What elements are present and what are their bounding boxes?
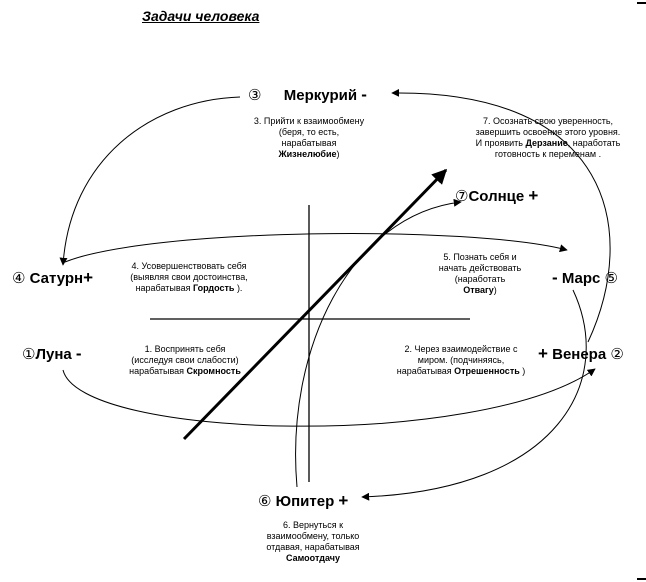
note-line: готовность к переменам . (494, 149, 602, 159)
note-line: 4. Усовершенствовать себя (131, 261, 247, 271)
note-line (110, 366, 260, 377)
planet-sign: + (338, 491, 349, 510)
note-text: , наработать (567, 138, 621, 148)
note-text: ). (234, 283, 243, 293)
note-line (240, 149, 378, 160)
planet-name: Юпитер (275, 493, 335, 510)
virtue: Отвагу (463, 285, 494, 295)
virtue: Отрешенность (454, 366, 520, 376)
planet-mercury (248, 86, 367, 105)
arc-mars-to-jupiter (362, 290, 586, 497)
note-step-1 (110, 344, 260, 377)
virtue: Дерзание (525, 138, 568, 148)
virtue: Самоотдачу (286, 553, 340, 563)
note-line: (наработать (454, 274, 506, 284)
note-line: взаимообмену, только (266, 531, 360, 541)
planet-saturn (12, 269, 93, 288)
note-text: нарабатывая (135, 283, 193, 293)
note-line (460, 138, 636, 149)
arc-mercury-to-saturn (63, 97, 240, 265)
step-number: ④ (12, 270, 26, 287)
step-number: ⑥ (258, 493, 272, 510)
planet-jupiter (258, 492, 348, 511)
planet-sign: - (361, 85, 367, 104)
planet-name: Сатурн (29, 270, 84, 287)
virtue: Жизнелюбие (278, 149, 337, 159)
note-line: 6. Вернуться к (282, 520, 344, 530)
note-line: миром. (подчиняясь, (417, 355, 505, 365)
planet-mars (552, 269, 618, 288)
note-tail: ) (493, 285, 497, 295)
page-title: Задачи человека (142, 8, 260, 24)
note-line: нарабатывая (281, 138, 337, 148)
note-line (386, 366, 536, 377)
planet-name: Марс (561, 270, 601, 287)
virtue: Скромность (186, 366, 241, 376)
note-line: отдавая, нарабатывая (266, 542, 360, 552)
note-line (114, 283, 264, 294)
arc-moon-to-venus (63, 369, 595, 426)
note-step-2 (386, 344, 536, 377)
note-line: 5. Познать себя и (443, 252, 517, 262)
note-line: завершить освоение этого уровня. (475, 127, 621, 137)
step-number: ② (610, 346, 624, 363)
planet-sign: - (75, 344, 82, 363)
note-step-5 (420, 252, 540, 296)
note-step-4 (114, 261, 264, 294)
edge-mark (637, 578, 646, 580)
note-text: нарабатывая (396, 366, 455, 376)
planet-sign: + (538, 344, 548, 363)
planet-moon (22, 345, 82, 364)
step-number: ⑦ (455, 188, 469, 205)
note-step-3 (240, 116, 378, 160)
planet-sign: + (528, 186, 539, 205)
note-line: (беря, то есть, (278, 127, 340, 137)
note-tail: ) (336, 149, 340, 159)
planet-sign: + (83, 268, 94, 287)
planet-name: Венера (552, 346, 607, 363)
note-line: 2. Через взаимодействие с (404, 344, 518, 354)
note-line: (исследуя свои слабости) (131, 355, 239, 365)
edge-mark (637, 2, 646, 4)
planet-sign: - (552, 268, 558, 287)
planet-name: Солнце (468, 188, 525, 205)
step-number: ⑤ (604, 270, 618, 287)
step-number: ③ (248, 87, 262, 104)
planet-venus (538, 345, 624, 364)
note-line (258, 553, 368, 564)
note-line: начать действовать (438, 263, 522, 273)
planet-name: Луна (35, 346, 72, 363)
note-step-7 (460, 116, 636, 160)
note-line (420, 285, 540, 296)
note-line: (выявляя свои достоинства, (130, 272, 248, 282)
note-text: нарабатывая (129, 366, 187, 376)
note-line: 7. Осознать свою уверенность, (482, 116, 614, 126)
note-text: И проявить (475, 138, 526, 148)
virtue: Гордость (192, 283, 235, 293)
note-line: 3. Прийти к взаимообмену (253, 116, 365, 126)
note-step-6 (258, 520, 368, 564)
note-text: ) (519, 366, 526, 376)
planet-sun (455, 187, 538, 206)
planet-name: Меркурий (283, 87, 358, 104)
note-line: 1. Воспринять себя (144, 344, 226, 354)
step-number: ① (22, 346, 36, 363)
diagonal-growth-arrow (184, 170, 446, 439)
